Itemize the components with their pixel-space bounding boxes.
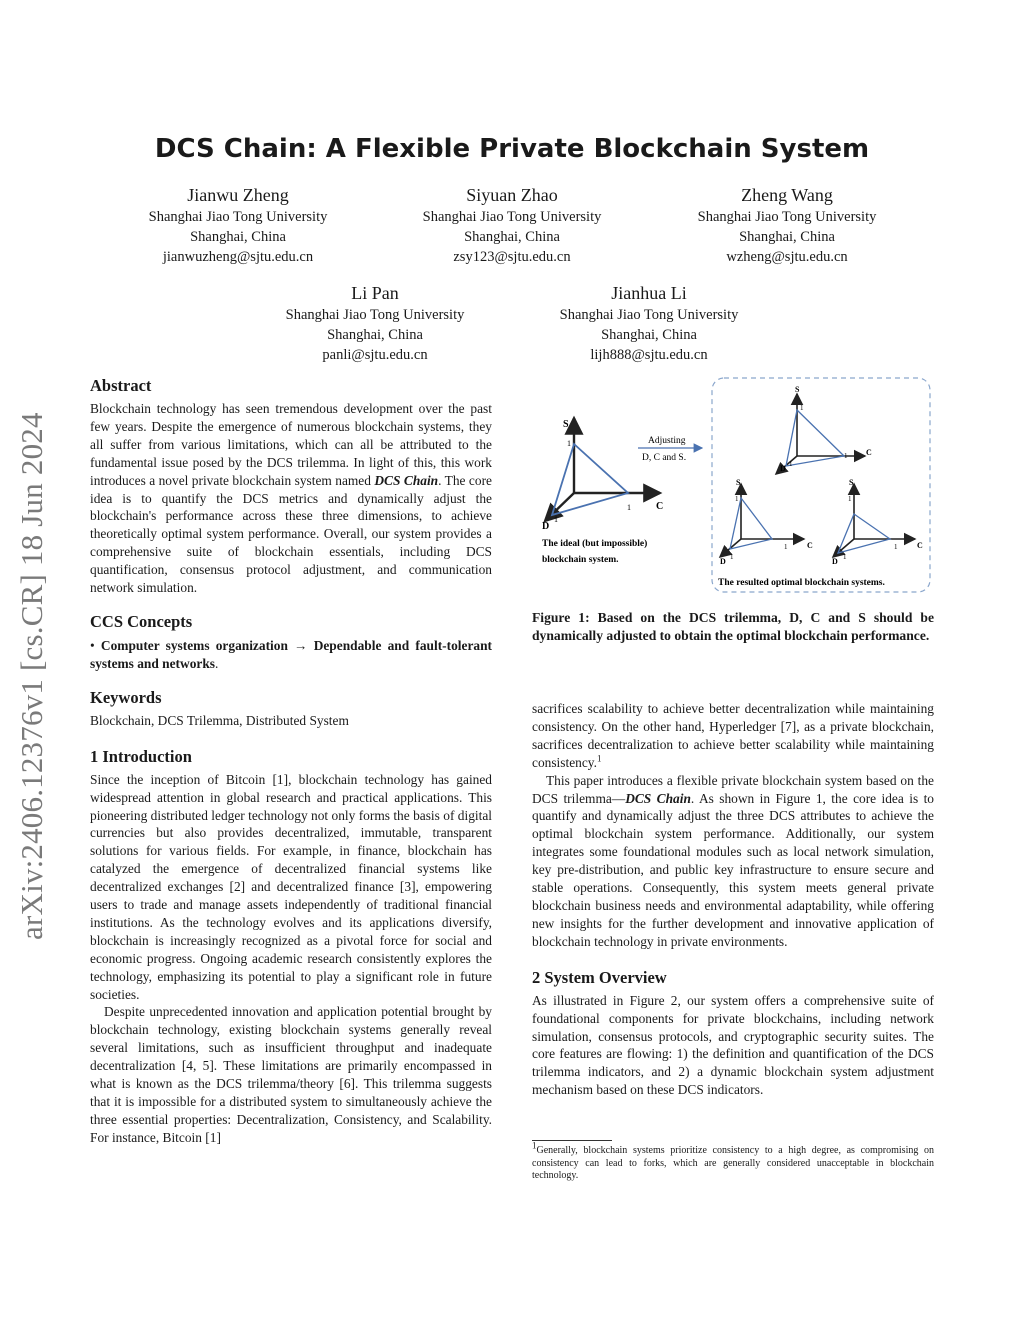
svg-text:S: S [849, 478, 854, 487]
ideal-system-label: The ideal (but impossible) [542, 539, 648, 549]
author-block [657, 183, 917, 267]
author-name: Li Pan [351, 283, 399, 303]
author-location: Shanghai, China [739, 229, 835, 245]
keywords-text: Blockchain, DCS Trilemma, Distributed System [90, 712, 349, 728]
footnote-divider [532, 1140, 612, 1141]
svg-text:1: 1 [735, 495, 739, 503]
ccs-concept-item: • Computer systems organization → Dependable and fault-tolerant systems and networks. [90, 637, 493, 671]
author-email[interactable]: lijh888@sjtu.edu.cn [590, 347, 708, 363]
svg-text:C: C [866, 448, 872, 457]
ideal-system-label: blockchain system. [542, 555, 619, 565]
author-block [382, 183, 642, 267]
svg-text:1: 1 [789, 460, 793, 468]
abstract-text: Blockchain technology has seen tremendous development over the past few years. Despite the emergence of numerous blockchain systems, they all suffer from various limitations, which can all be attributed to the fundamental issue posed by the DCS trilemma. In light of this, this work introduces a novel private blockchain system named DCS Chain. The core idea is to quantify the DCS metrics and dynamically adjust the blockchain's performance across these three dimensions, to achieve theoretically optimal system performance. Overall, our system provides a comprehensive suite of blockchain essentials, including DCS quantification, consensus protocol adjustment, and communication network simulation. [90, 401, 492, 596]
system-name-emphasis: DCS Chain [374, 472, 439, 488]
svg-text:S: S [736, 478, 741, 487]
section-heading-keywords: Keywords [90, 687, 162, 707]
author-email[interactable]: zsy123@sjtu.edu.cn [453, 249, 571, 265]
adjusting-arrow [638, 436, 702, 463]
axis-label-c: C [656, 501, 664, 512]
author-affiliation: Shanghai Jiao Tong University [697, 209, 877, 225]
section-heading-system-overview: 2 System Overview [532, 967, 667, 987]
arrow-label: Adjusting [648, 436, 686, 446]
svg-text:1: 1 [800, 404, 804, 412]
author-name: Zheng Wang [741, 185, 833, 205]
svg-text:1: 1 [843, 553, 847, 561]
tick-label: 1 [567, 439, 571, 448]
author-location: Shanghai, China [190, 229, 286, 245]
svg-text:1: 1 [848, 495, 852, 503]
axis-label-d: D [542, 521, 550, 532]
right-column [532, 700, 934, 1099]
author-location: Shanghai, China [464, 229, 560, 245]
svg-text:C: C [917, 541, 923, 550]
arrow-label: D, C and S. [642, 453, 687, 463]
author-name: Jianwu Zheng [187, 185, 289, 205]
author-affiliation: Shanghai Jiao Tong University [559, 307, 739, 323]
optimal-diagram-2 [720, 478, 813, 566]
optimal-systems-box [712, 378, 930, 592]
left-column [90, 375, 492, 1147]
optimal-diagram-1 [776, 385, 872, 474]
author-block [108, 183, 368, 267]
author-affiliation: Shanghai Jiao Tong University [285, 307, 465, 323]
optimal-systems-label: The resulted optimal blockchain systems. [718, 578, 885, 588]
author-block [519, 281, 779, 365]
footnote-mark: 1 [532, 1140, 537, 1151]
author-email[interactable]: panli@sjtu.edu.cn [322, 347, 428, 363]
figure-1-caption: Figure 1: Based on the DCS trilemma, D, C and S should be dynamically adjusted to obtain the optimal blockchain performance. [532, 610, 934, 643]
intro-paragraph: sacrifices scalability to achieve better decentralization while maintaining consistency. On the other hand, Hyperledger [7], as a private blockchain, sacrifices decentralization to achieve better scalability while maintaining consistency.$^1$ [532, 701, 934, 770]
footnote: $^1$Generally, blockchain systems prioritize consistency to a high degree, as compromising on consistency can lead to forks, which are generally considered unacceptable in blockchain technology. [532, 1140, 934, 1181]
section-heading-ccs: CCS Concepts [90, 611, 193, 631]
author-name: Jianhua Li [611, 283, 687, 303]
intro-paragraph: Since the inception of Bitcoin [1], blockchain technology has gained widespread attention in global research and practical applications. This pioneering distributed ledger technology not only forms the basis of digital currencies but also provides decentralized, immutable, transparent solutions for various fields. For example, in finance, blockchain has catalyzed the emergence of decentralized financial systems like decentralized exchanges [2] and decentralized finance [3], empowering users to trade and manage assets independently of traditional financial institutions. As the technology evolves and its applications diversify, blockchain is increasingly recognized as a pivotal force for social and economic progress. Ongoing academic research consistently explores the technology, emphasizing its potential to play a significant role in future societies. [90, 771, 492, 1002]
axis-label-s: S [563, 419, 569, 430]
arxiv-identifier: arXiv:2406.12376v1 [cs.CR] 18 Jun 2024 [14, 412, 49, 940]
system-name-emphasis: DCS Chain [625, 790, 691, 806]
svg-text:D: D [720, 557, 726, 566]
paper-title: DCS Chain: A Flexible Private Blockchain System [154, 134, 870, 164]
author-affiliation: Shanghai Jiao Tong University [148, 209, 328, 225]
svg-text:C: C [807, 541, 813, 550]
author-location: Shanghai, China [327, 327, 423, 343]
svg-text:S: S [795, 385, 800, 394]
author-email[interactable]: wzheng@sjtu.edu.cn [726, 249, 848, 265]
svg-text:D: D [832, 557, 838, 566]
author-affiliation: Shanghai Jiao Tong University [422, 209, 602, 225]
footnote-ref[interactable]: 1 [596, 753, 602, 764]
ideal-blockchain-diagram [542, 418, 663, 565]
figure-1-dcs-diagram [532, 376, 934, 598]
tick-label: 1 [554, 515, 558, 524]
author-email[interactable]: jianwuzheng@sjtu.edu.cn [162, 249, 314, 265]
svg-text:1: 1 [894, 543, 898, 551]
intro-paragraph: This paper introduces a flexible private blockchain system based on the DCS trilemma—DCS Chain. As shown in Figure 1, the core idea is to quantify and dynamically adjust the three DCS attributes to achieve the optimal blockchain system performance. Additionally, our system integrates some foundational modules such as local network simulation, key pre-distribution, and public key infrastructure to ensure secure and stable operations. Consequently, this system meets general private blockchain business needs and environmental adaptability, while offering new insights for the further development and innovative application of blockchain technology in private environments. [532, 772, 935, 949]
section-heading-abstract: Abstract [90, 376, 152, 395]
svg-text:D: D [780, 464, 786, 473]
section-heading-introduction: 1 Introduction [90, 746, 192, 766]
optimal-diagram-3 [832, 478, 923, 566]
svg-text:1: 1 [844, 452, 848, 460]
tick-label: 1 [627, 503, 631, 512]
intro-paragraph: Despite unprecedented innovation and application potential brought by blockchain technology, existing blockchain systems generally reveal several limitations, such as insufficient throughput and inadequate decentralization [4, 5]. These limitations are primarily encompassed in what is known as the DCS trilemma/theory [6]. This trilemma suggests that it is impossible for a distributed system to simultaneously achieve the three essential properties: Decentralization, Consistency, and Scalability. For instance, Bitcoin [1] [90, 1004, 492, 1145]
svg-text:1: 1 [730, 553, 734, 561]
overview-paragraph: As illustrated in Figure 2, our system offers a comprehensive suite of foundational components for private blockchains, including network simulation, consensus protocols, and cryptographic security suites. The core features are flowing: 1) the definition and quantification of the DCS trilemma indicators, and 2) a dynamic blockchain system adjustment mechanism based on these DCS indicators. [532, 992, 934, 1098]
svg-text:1: 1 [784, 543, 788, 551]
author-location: Shanghai, China [601, 327, 697, 343]
author-name: Siyuan Zhao [466, 185, 558, 205]
author-block [245, 281, 505, 365]
